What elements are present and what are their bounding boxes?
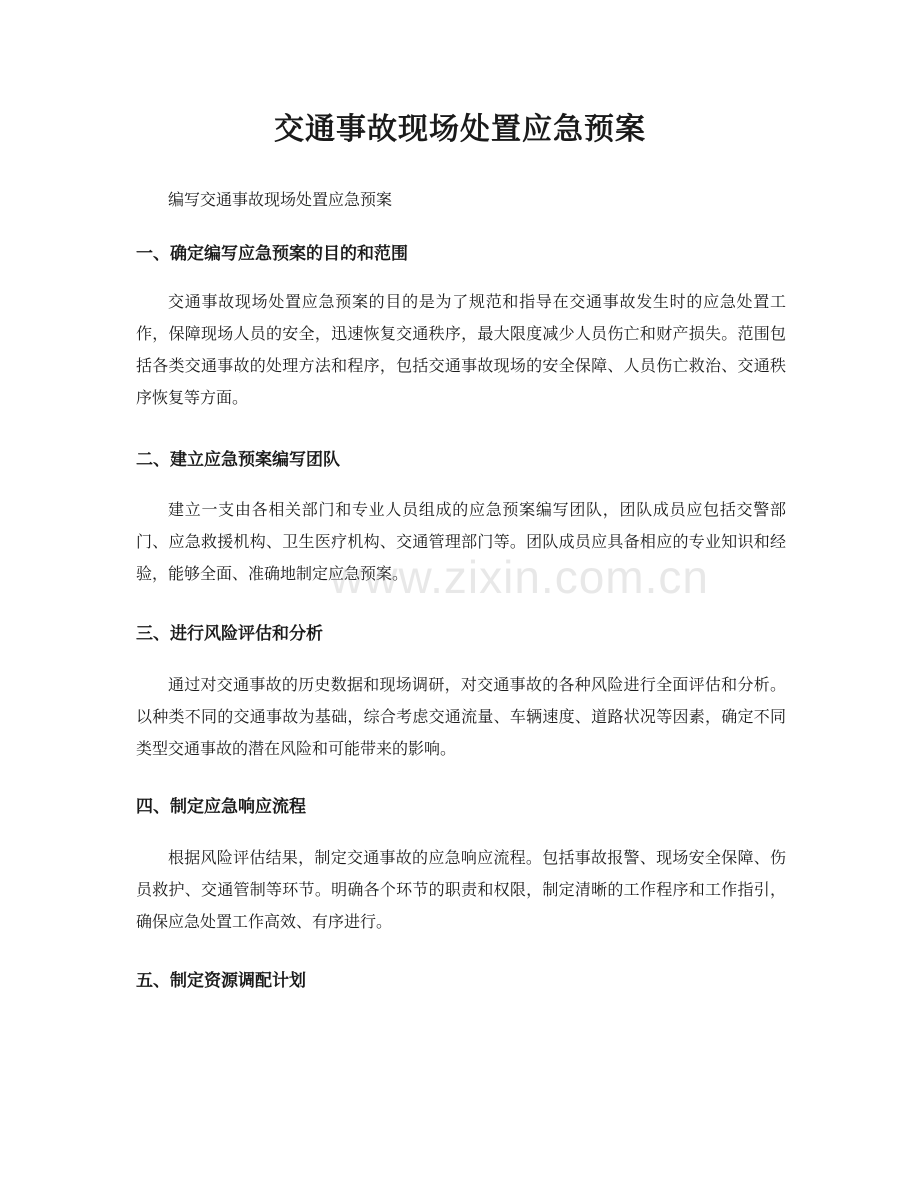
section-body-3: 通过对交通事故的历史数据和现场调研，对交通事故的各种风险进行全面评估和分析。以种类不同的交通事故为基础，综合考虑交通流量、车辆速度、道路状况等因素，确定不同类型交通事故的潜在风险和可能带来的影响。 — [136, 675, 786, 758]
section-heading-2: 二、建立应急预案编写团队 — [136, 450, 340, 470]
section-heading-4: 四、制定应急响应流程 — [136, 797, 306, 817]
section-body-4: 根据风险评估结果，制定交通事故的应急响应流程。包括事故报警、现场安全保障、伤员救护、交通管制等环节。明确各个环节的职责和权限，制定清晰的工作程序和工作指引，确保应急处置工作高效、有序进行。 — [136, 848, 786, 931]
section-heading-5: 五、制定资源调配计划 — [136, 971, 306, 991]
section-body-1: 交通事故现场处置应急预案的目的是为了规范和指导在交通事故发生时的应急处置工作，保障现场人员的安全，迅速恢复交通秩序，最大限度减少人员伤亡和财产损失。范围包括各类交通事故的处理方法和程序，包括交通事故现场的安全保障、人员伤亡救治、交通秩序恢复等方面。 — [136, 292, 786, 407]
section-body-2: 建立一支由各相关部门和专业人员组成的应急预案编写团队，团队成员应包括交警部门、应急救援机构、卫生医疗机构、交通管理部门等。团队成员应具备相应的专业知识和经验，能够全面、准确地制定应急预案。 — [136, 500, 786, 583]
section-heading-1: 一、确定编写应急预案的目的和范围 — [136, 244, 408, 264]
section-heading-3: 三、进行风险评估和分析 — [136, 624, 323, 644]
watermark-text: www.zixin.com.cn — [330, 551, 709, 603]
document-title: 交通事故现场处置应急预案 — [274, 112, 646, 147]
document-intro: 编写交通事故现场处置应急预案 — [168, 190, 393, 209]
